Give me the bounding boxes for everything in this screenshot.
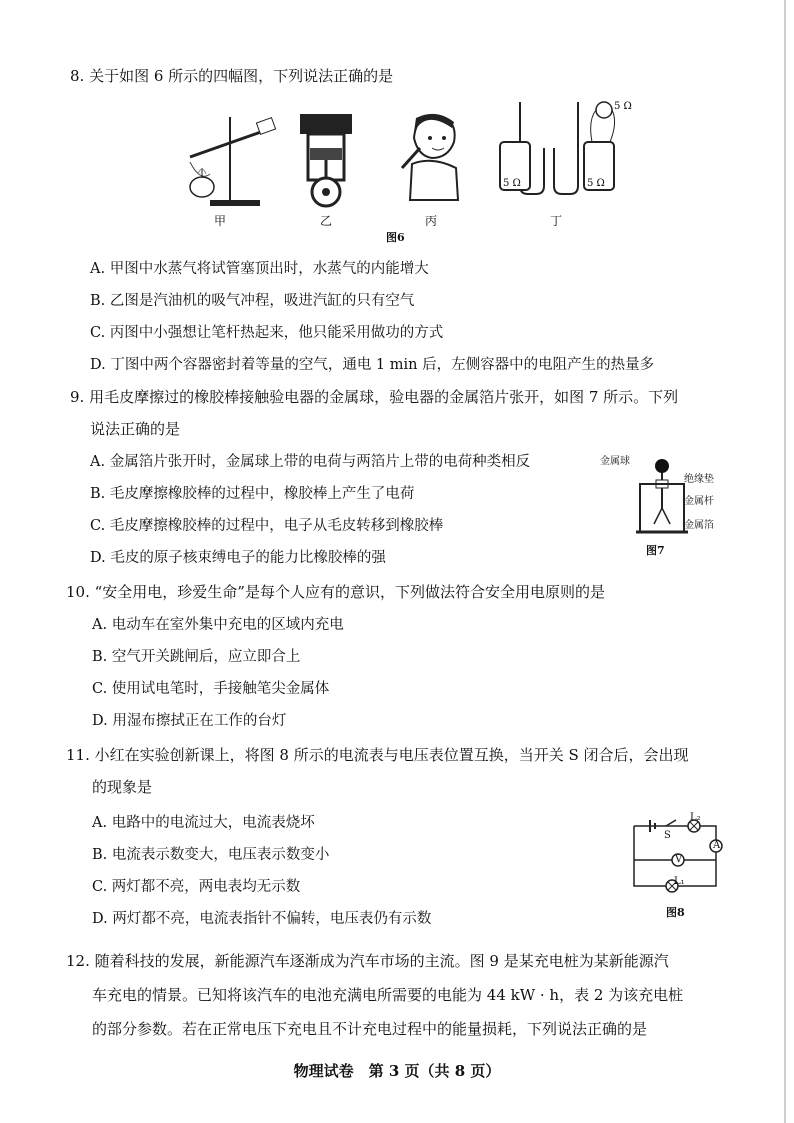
q9-option-a: A. 金属箔片张开时，金属球上带的电荷与两箔片上带的电荷种类相反 [90,454,531,470]
fig7-label-metal-rod: 金属杆 [684,496,714,507]
fig7-caption: 图7 [646,544,665,557]
fig6-resistor-label-left: 5 Ω [503,178,521,189]
fig8-label-voltmeter: V [675,854,683,865]
q12-line2: 车充电的情景。已知将该汽车的电池充满电所需要的电能为 44 kW · h，表 2 为该充电桩 [92,986,684,1004]
q8-stem: 8. 关于如图 6 所示的四幅图，下列说法正确的是 [70,67,394,85]
q10-option-c: C. 使用试电笔时，手接触笔尖金属体 [92,681,330,697]
fig8-caption: 图8 [666,906,685,919]
fig6-label-yi: 乙 [320,214,333,228]
scan-edge-line [784,0,786,1123]
q10-stem: 10. “安全用电，珍爱生命”是每个人应有的意识，下列做法符合安全用电原则的是 [66,583,605,601]
q8-option-b: B. 乙图是汽油机的吸气冲程，吸进汽缸的只有空气 [90,293,415,309]
q12-line1: 12. 随着科技的发展，新能源汽车逐渐成为汽车市场的主流。图 9 是某充电桩为某新能源汽 [66,952,669,970]
q11-option-a: A. 电路中的电流过大，电流表烧坏 [92,815,315,831]
fig6-label-bing: 丙 [425,214,438,228]
q10-option-b: B. 空气开关跳闸后，应立即合上 [92,649,301,665]
q9-stem-line2: 说法正确的是 [90,420,181,438]
fig6-label-jia: 甲 [214,214,227,228]
fig8-label-ammeter: A [713,840,721,851]
q11-stem-line1: 11. 小红在实验创新课上，将图 8 所示的电流表与电压表位置互换，当开关 S 闭合后，会出现 [66,746,689,764]
fig6-yi-engine [296,108,356,208]
q11-option-c: C. 两灯都不亮，两电表均无示数 [92,879,301,895]
q8-option-a: A. 甲图中水蒸气将试管塞顶出时，水蒸气的内能增大 [90,261,429,277]
q9-option-b: B. 毛皮摩擦橡胶棒的过程中，橡胶棒上产生了电荷 [90,486,415,502]
fig8-label-switch: S [664,830,671,841]
fig6-bing-student [396,108,466,208]
q11-stem-line2: 的现象是 [92,778,153,796]
q8-option-c: C. 丙图中小强想让笔杆热起来，他只能采用做功的方式 [90,325,444,341]
fig8-label-l2: L₂ [690,812,701,823]
page-footer: 物理试卷 第 3 页（共 8 页） [293,1062,501,1080]
q8-option-d: D. 丁图中两个容器密封着等量的空气，通电 1 min 后，左侧容器中的电阻产生的热量多 [90,357,655,373]
fig6-jia-steam-tube [180,112,280,212]
q9-stem-line1: 9. 用毛皮摩擦过的橡胶棒接触验电器的金属球，验电器的金属箔片张开，如图 7 所示。下列 [70,388,679,406]
fig6-resistor-label-top: 5 Ω [614,101,632,112]
q12-line3: 的部分参数。若在正常电压下充电且不计充电过程中的能量损耗，下列说法正确的是 [92,1020,648,1038]
q10-option-d: D. 用湿布擦拭正在工作的台灯 [92,713,287,729]
fig7-label-insulator: 绝缘垫 [684,474,714,485]
fig6-label-ding: 丁 [550,214,563,228]
q11-option-b: B. 电流表示数变大，电压表示数变小 [92,847,330,863]
q9-option-c: C. 毛皮摩擦橡胶棒的过程中，电子从毛皮转移到橡胶棒 [90,518,444,534]
fig6-caption: 图6 [386,231,405,244]
q10-option-a: A. 电动车在室外集中充电的区域内充电 [92,617,344,633]
fig6-resistor-label-right: 5 Ω [587,178,605,189]
fig7-electroscope [632,458,692,538]
fig7-label-metal-foil: 金属箔 [684,520,714,531]
q9-option-d: D. 毛皮的原子核束缚电子的能力比橡胶棒的强 [90,550,386,566]
fig7-label-metal-ball: 金属球 [600,456,630,467]
fig8-label-l1: L₁ [674,876,685,887]
q11-option-d: D. 两灯都不亮，电流表指针不偏转，电压表仍有示数 [92,911,432,927]
